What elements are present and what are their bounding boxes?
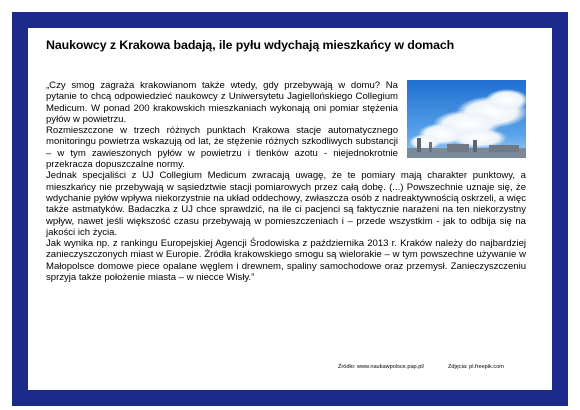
article-body [28,28,552,390]
article-paragraph: Jednak specjaliści z UJ Collegium Medicum zwracają uwagę, że te pomiary mają charakter punktowy, a mieszkańcy nie przebywają w sąsiedztwie stacji pomiarowych przez całą dobę. (...) Powszechnie uznaje się, że wdychanie pyłów wpływa niekorzystnie na układ oddechowy, zwłaszcza osób z nadreaktywnością oskrzeli, a więc także astmatyków. Badaczka z UJ chce sprawdzić, na ile ci pacjenci są faktycznie narażeni na ten niekorzystny wpływ, nawet jeśli większość czasu przebywają w pomieszczeniach i – przede wszystkim - jak to odbija się na jakości ich życia. [46,170,526,238]
article-text [46,80,526,283]
article-paragraph: Jak wynika np. z rankingu Europejskiej Agencji Środowiska z października 2013 r. Kraków należy do najbardziej zanieczyszczonych miast w Europie. Źródła krakowskiego smogu są wielorakie – w tym powszechne używanie w Małopolsce domowe piece opalane węglem i drewnem, spaliny samochodowe oraz przemysł. Zanieczyszczeniu sprzyja także położenie miasta – w niecce Wisły.” [46,238,526,284]
article-frame [12,12,568,406]
photo-credit: Zdjęcia: pl.freepik.com [448,364,504,370]
article-title: Naukowcy z Krakowa badają, ile pyłu wdychają mieszkańcy w domach [46,38,455,52]
article-paragraph: Rozmieszczone w trzech różnych punktach Krakowa stacje automatycznego monitoringu powietrza wskazują od lat, że stężenie różnych szkodliwych substancji – w tym zawieszonych pyłów w powietrzu i tlenków azotu - niejednokrotnie przekracza dopuszczalne normy. [46,125,398,171]
source-note: Źródło: www.naukawpolsce.pap.pl/ [338,364,425,370]
article-paragraph: „Czy smog zagraża krakowianom także wtedy, gdy przebywają w domu? Na pytanie to chcą odpowiedzieć naukowcy z Uniwersytetu Jagiellońskiego Collegium Medicum. W ponad 200 krakowskich mieszkaniach wykonają oni pomiar stężenia pyłów w powietrzu. [46,80,398,125]
